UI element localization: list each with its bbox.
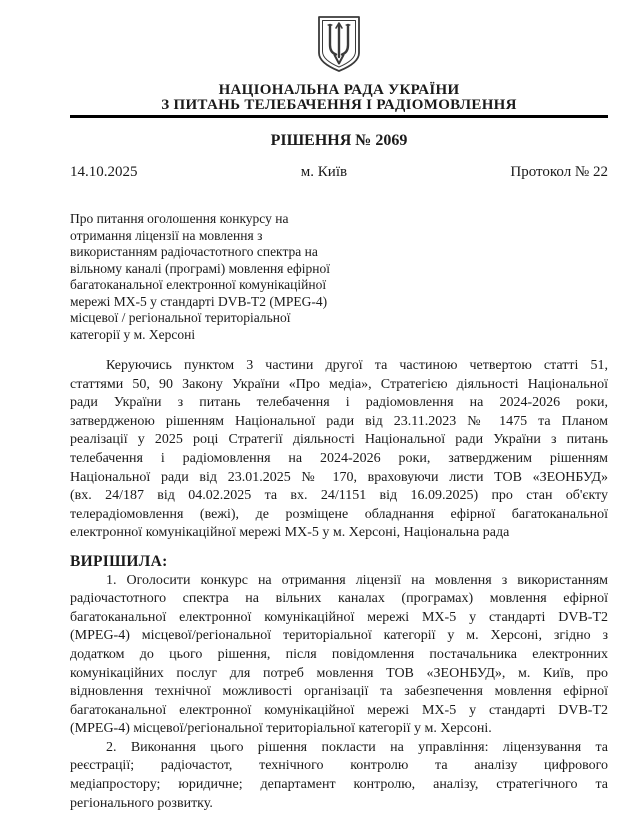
- text-line: реалізації у 2025 році Стратегії діяльності Національної ради України з питань: [70, 432, 608, 448]
- org-name-line1: НАЦІОНАЛЬНА РАДА УКРАЇНИ: [218, 82, 460, 98]
- text-line: додатком до цього рішення, після повідомлення постачальника електронних: [70, 646, 608, 662]
- text-line: реєстрації; радіочастот, технічного контролю та аналізу цифрового: [70, 758, 608, 774]
- text-line: мережі МХ-5 у стандарті DVB-T2 (MPEG-4): [70, 293, 328, 309]
- text-line: радіочастотного спектра на вільних каналах (програмах) мовлення ефірної: [70, 591, 608, 607]
- text-line: використанням радіочастотного спектра на: [70, 244, 318, 259]
- ukraine-trident-emblem-icon: [316, 15, 362, 73]
- text-line: (MPEG-4) місцевої/регіональної територіальної категорії у м. Херсоні.: [70, 721, 492, 737]
- decision-item-2: [70, 739, 608, 813]
- decision-title: РІШЕННЯ № 2069: [270, 132, 408, 149]
- decision-item-1: [70, 572, 608, 739]
- text-line: статтями 50, 90 Закону України «Про медіа», Стратегією діяльності Національної: [70, 376, 608, 392]
- document-content: [0, 15, 619, 813]
- text-line: Національної ради від 23.01.2025 № 170, враховуючи листи ТОВ «ЗЕОНБУД»: [70, 469, 608, 485]
- text-line: телебачення і радіомовлення на 2024-2026 роки, затвердженим рішенням: [70, 450, 608, 466]
- text-line: багатоканальної електронної комунікаційної мережі МХ-5 у стандарті DVB-T2: [70, 609, 608, 625]
- decision-meta-row: [70, 163, 608, 181]
- text-line: (MPEG-4) місцевої/регіональної територіальної категорії у м. Херсоні, згідно з: [70, 628, 608, 644]
- text-line: медіапростору; юридичне; департамент контролю, аналізу, стратегічного та: [70, 777, 608, 793]
- text-line: вільному каналі (програмі) мовлення ефірної: [70, 260, 330, 276]
- text-line: затвердженою рішенням Національної ради від 23.11.2023 № 1475 та Планом: [70, 413, 608, 429]
- text-line: відновлення технічної можливості організації та забезпечення мовлення ефірної: [70, 684, 608, 700]
- text-line: ради України з питань телебачення і радіомовлення на 2024-2026 роки,: [70, 395, 608, 411]
- decision-city: м. Київ: [300, 164, 348, 180]
- text-line: 1. Оголосити конкурс на отримання ліцензії на мовлення з використанням: [106, 572, 608, 588]
- text-line: багатоканальної електронної комунікаційної: [70, 277, 327, 292]
- resolved-heading: ВИРІШИЛА:: [70, 552, 168, 570]
- text-line: багатоканальної електронної комунікаційної мережі МХ-5 у стандарті DVB-T2: [70, 702, 608, 718]
- text-line: 2. Виконання цього рішення покласти на управління: ліцензування та: [106, 739, 608, 755]
- header-divider: [70, 115, 608, 118]
- text-line: отримання ліцензії на мовлення з: [70, 227, 263, 243]
- org-name-line2: З ПИТАНЬ ТЕЛЕБАЧЕННЯ І РАДІОМОВЛЕННЯ: [161, 96, 517, 113]
- preamble-paragraph: [70, 357, 608, 543]
- protocol-number: Протокол № 22: [510, 164, 608, 180]
- subject-paragraph: [70, 211, 355, 343]
- text-line: Про питання оголошення конкурсу на: [70, 211, 289, 226]
- text-line: Керуючись пунктом 3 частини другої та частиною четвертою статті 51,: [106, 358, 608, 373]
- text-line: комунікаційних послуг для потреб мовлення ТОВ «ЗЕОНБУД», м. Київ, про: [70, 665, 608, 681]
- text-line: електронної комунікаційної мережі МХ-5 у м. Херсоні, Національна рада: [70, 525, 510, 541]
- text-line: (вх. 24/187 від 04.02.2025 та вх. 24/1151 від 16.09.2025) про стан об'єкту: [70, 488, 608, 504]
- text-line: місцевої / регіональної територіальної: [70, 310, 291, 325]
- text-line: категорії у м. Херсоні: [70, 326, 196, 342]
- text-line: регіонального розвитку.: [70, 795, 213, 811]
- decision-date: 14.10.2025: [70, 164, 138, 180]
- text-line: телерадіомовлення (вежі), де розміщене обладнання ефірної багатоканальної: [70, 506, 608, 522]
